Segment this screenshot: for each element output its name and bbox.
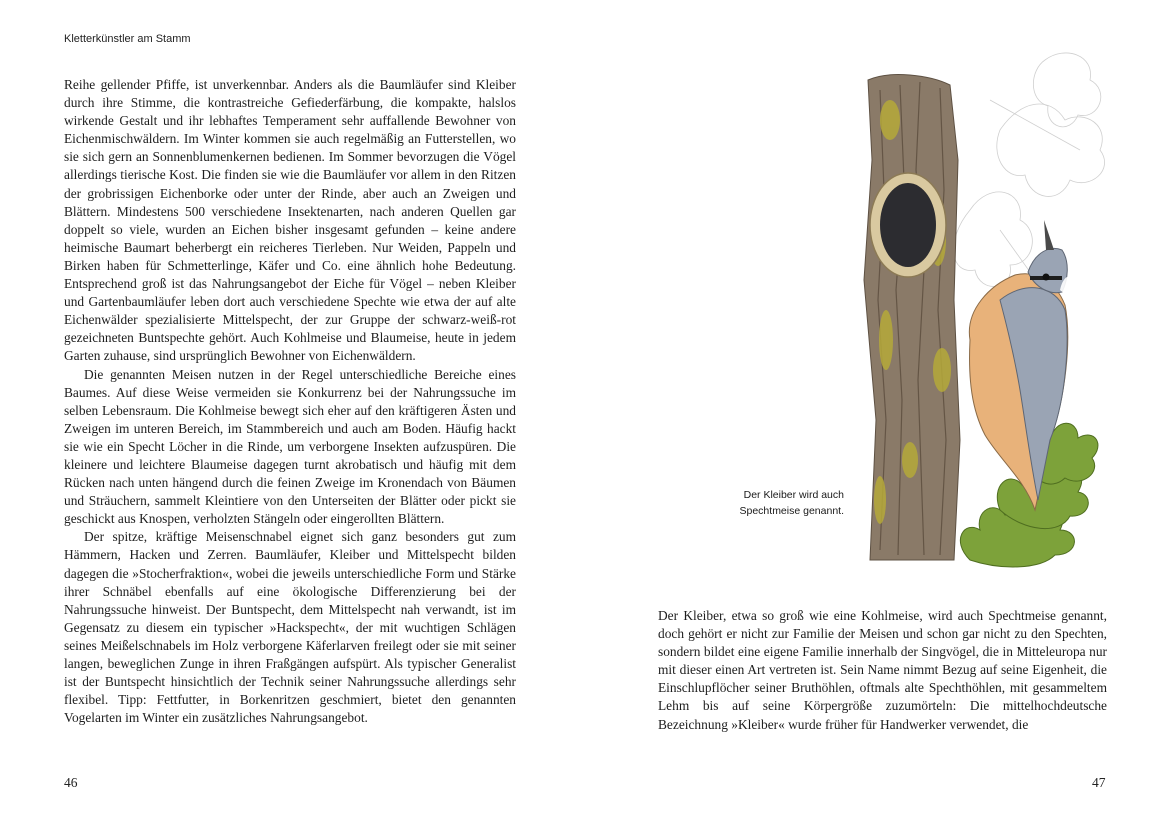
left-paragraph-2: Die genannten Meisen nutzen in der Regel unterschiedliche Bereiche eines Baumes. Auf diese Weise vermeiden sie Konkurrenz bei der Nahrungssuche im selben Lebensraum. Die Kohlmeise bewegt sich eher auf den kräftigeren Ästen und Zweigen im unteren Bereich, im Stammbereich und auch am Boden. Häufig hackt sie wie ein Specht Löcher in die Rinde, um verborgene Insekten aufzuspüren. Die kleinere und leichtere Blaumeise dagegen turnt akrobatisch und häufig mit dem Rücken nach unten hängend durch die feinen Zweige im Kronendach von Bäumen und Sträuchern, sammelt Kleintiere von den Unterseiten der Blätter oder pickt sie geschickt aus Knospen, verholzten Stängeln oder eingerollten Blättern. — [64, 366, 516, 527]
caption-line-1: Der Kleiber wird auch — [743, 489, 844, 501]
right-page-text — [658, 607, 1107, 734]
right-paragraph-1: Der Kleiber, etwa so groß wie eine Kohlmeise, wird auch Spechtmeise genannt, doch gehört er nicht zur Familie der Meisen und schon gar nicht zu den Spechten, sondern bildet eine eigene Familie innerhalb der Singvögel, die in Mitteleuropa nur mit dieser einen Art vertreten ist. Sein Name nimmt Bezug auf seine Eigenheit, die Einschlupflöcher seiner Bruthöhlen, oftmals alte Spechthöhlen, mit gesammeltem Lehm bis auf seine Körpergröße zuzumörteln: Die mittelhochdeutsche Bezeichnung »Kleiber« wurde früher für Handwerker verwendet, die — [658, 608, 1107, 732]
nuthatch-illustration — [850, 40, 1120, 570]
nest-hole — [880, 183, 936, 267]
left-paragraph-3: Der spitze, kräftige Meisenschnabel eignet sich ganz besonders gut zum Hämmern, Hacken und Zerren. Baumläufer, Kleiber und Mittelspecht bilden dagegen die »Stocherfraktion«, wobei die jeweils unterschiedliche Form und Stärke ihrer Schnäbel ebenfalls auf eine ökologische Differenzierung bei der Nahrungssuche hinweist. Der Buntspecht, dem Mittelspecht nah verwandt, ist im Gegensatz zu diesem ein typischer »Hackspecht«, der mit wuchtigen Schlägen seines Meißelschnabels im Holz verborgene Käferlarven freilegt oder sie mit seiner langen, beweglichen Zunge in ihren Fraßgängen aufspürt. Als typischer Generalist ist der Buntspecht hinsichtlich der Technik seiner Nahrungssuche allerdings sehr flexibel. Tipp: Fettfutter, in Borkenritzen geschmiert, bietet den genannten Vogelarten im Winter ein zusätzliches Nahrungsangebot. — [64, 529, 516, 726]
illustration-caption — [718, 488, 844, 519]
page-number-right: 47 — [1092, 775, 1106, 790]
running-head: Kletterkünstler am Stamm — [64, 33, 191, 45]
caption-line-2: Spechtmeise genannt. — [739, 504, 844, 517]
left-paragraph-1: Reihe gellender Pfiffe, ist unverkennbar. Anders als die Baumläufer sind Kleiber durch ihre Stimme, die kontrastreiche Gefiederfärbung, die kompakte, halslos wirkende Gestalt und ihr lebhaftes Temperament sehr auffallende Bewohner von Eichenmischwäldern. Im Winter kommen sie auch regelmäßig an Futterstellen, wo sie sich gern an Sonnenblumenkernen bedienen. Im Sommer bevorzugen die Vögel allerdings tierische Kost. Die finden sie wie die Baumläufer vor allem in den Ritzen der grobrissigen Eichenborke oder unter der Rinde, aber auch an Zweigen und Blättern. Mindestens 500 verschiedene Insektenarten, nach anderen Quellen gar doppelt so viele, wurden an Eichen bisher insgesamt gefunden – keine andere heimische Baumart beherbergt ein reicheres Tierleben. Nur Weiden, Pappeln und Birken haben für Schmetterlinge, Käfer und Co. eine ähnlich hohe Bedeutung. Entsprechend groß ist das Nahrungsangebot der Eiche für Vögel – neben Kleiber und Gartenbaumläufer leben dort auch verschiedene Spechte wie etwa der auf alte Eichenwälder spezialisierte Mittelspecht, der zur Gruppe der schwarz-weiß-rot gezeichneten Buntspechte gehört. Auch Kohlmeise und Blaumeise, heute in jedem Garten zuhause, sind ursprünglich Bewohner von Eichenwäldern. — [64, 77, 516, 364]
page-number-left: 46 — [64, 775, 78, 790]
background-leaf-outlines — [954, 53, 1105, 300]
left-page-text — [64, 76, 516, 727]
